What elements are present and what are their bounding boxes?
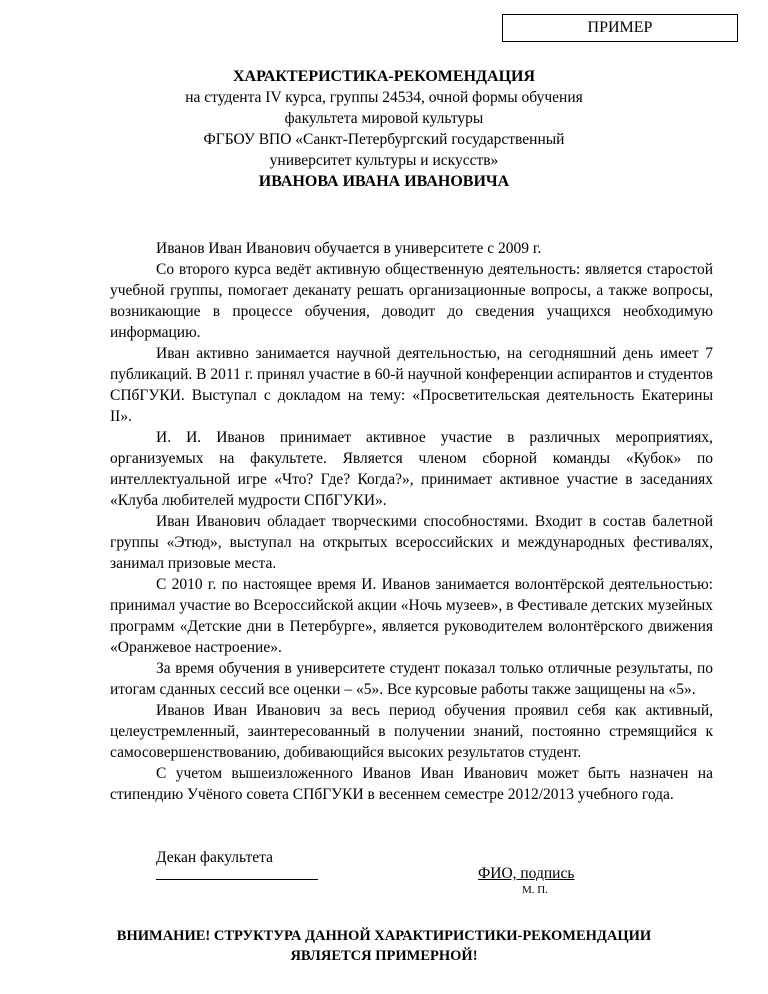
signature-line [156,879,318,880]
header-line-faculty: факультета мировой культуры [284,110,484,127]
header-line-course: на студента IV курса, группы 24534, очной формы обучения [185,89,583,106]
header-line-university: университет культуры и искусств» [269,152,499,169]
paragraph-social-activity: Со второго курса ведёт активную общественную деятельность: является старостой учебной группы, помогает деканату решать организационные вопросы, а также вопросы, возникающие в процессе обучения, доводит до сведения учащихся необходимую информацию. [110,261,713,341]
paragraph-events: И. И. Иванов принимает активное участие в различных мероприятиях, организуемых на факультете. Является членом сборной команды «Кубок» по интеллектуальной игре «Что? Где? Когда?», принимает активное участие в заседаниях «Клуба любителей мудрости СПбГУКИ». [110,429,713,509]
paragraph-creative: Иван Иванович обладает творческими способностями. Входит в состав балетной группы «Этюд», выступал на открытых всероссийских и международных фестивалях, занимал призовые места. [110,513,713,572]
warning-line-2: ЯВЛЯЕТСЯ ПРИМЕРНОЙ! [290,948,478,964]
paragraph-study-start: Иванов Иван Иванович обучается в университете с 2009 г. [156,240,542,257]
fio-signature-label: ФИО, подпись [478,865,575,882]
document-header [60,66,708,192]
document-title: ХАРАКТЕРИСТИКА-РЕКОМЕНДАЦИЯ [232,68,536,85]
seal-label: М. П. [522,884,548,896]
warning-line-1: ВНИМАНИЕ! СТРУКТУРА ДАННОЙ ХАРАКТИРИСТИКИ-РЕКОМЕНДАЦИИ [116,928,652,944]
example-stamp: ПРИМЕР [502,14,738,42]
header-line-institution: ФГБОУ ВПО «Санкт-Петербургский государственный [203,131,565,148]
document-body [110,238,713,805]
dean-label: Декан факультета [156,849,273,866]
paragraph-research: Иван активно занимается научной деятельностью, на сегодняшний день имеет 7 публикаций. В 2011 г. принял участие в 60-й научной конференции аспирантов и студентов СПбГУКИ. Выступал с докладом на тему: «Просветительская деятельность Екатерины II». [110,345,714,425]
student-name: ИВАНОВА ИВАНА ИВАНОВИЧА [258,173,510,190]
paragraph-volunteer: С 2010 г. по настоящее время И. Иванов занимается волонтёрской деятельностью: принимал участие во Всероссийской акции «Ночь музеев», в Фестивале детских музейных программ «Детские дни в Петербурге», является руководителем волонтёрского движения «Оранжевое настроение». [110,576,713,656]
paragraph-summary: Иванов Иван Иванович за весь период обучения проявил себя как активный, целеустремленный, заинтересованный в получении знаний, постоянно стремящийся к самосовершенствованию, добивающийся высоких результатов студент. [110,702,713,761]
paragraph-conclusion: С учетом вышеизложенного Иванов Иван Иванович может быть назначен на стипендию Учёного совета СПбГУКИ в весеннем семестре 2012/2013 учебного года. [110,765,713,803]
paragraph-grades: За время обучения в университете студент показал только отличные результаты, по итогам сданных сессий все оценки – «5». Все курсовые работы также защищены на «5». [110,660,713,698]
warning-notice [60,926,708,966]
